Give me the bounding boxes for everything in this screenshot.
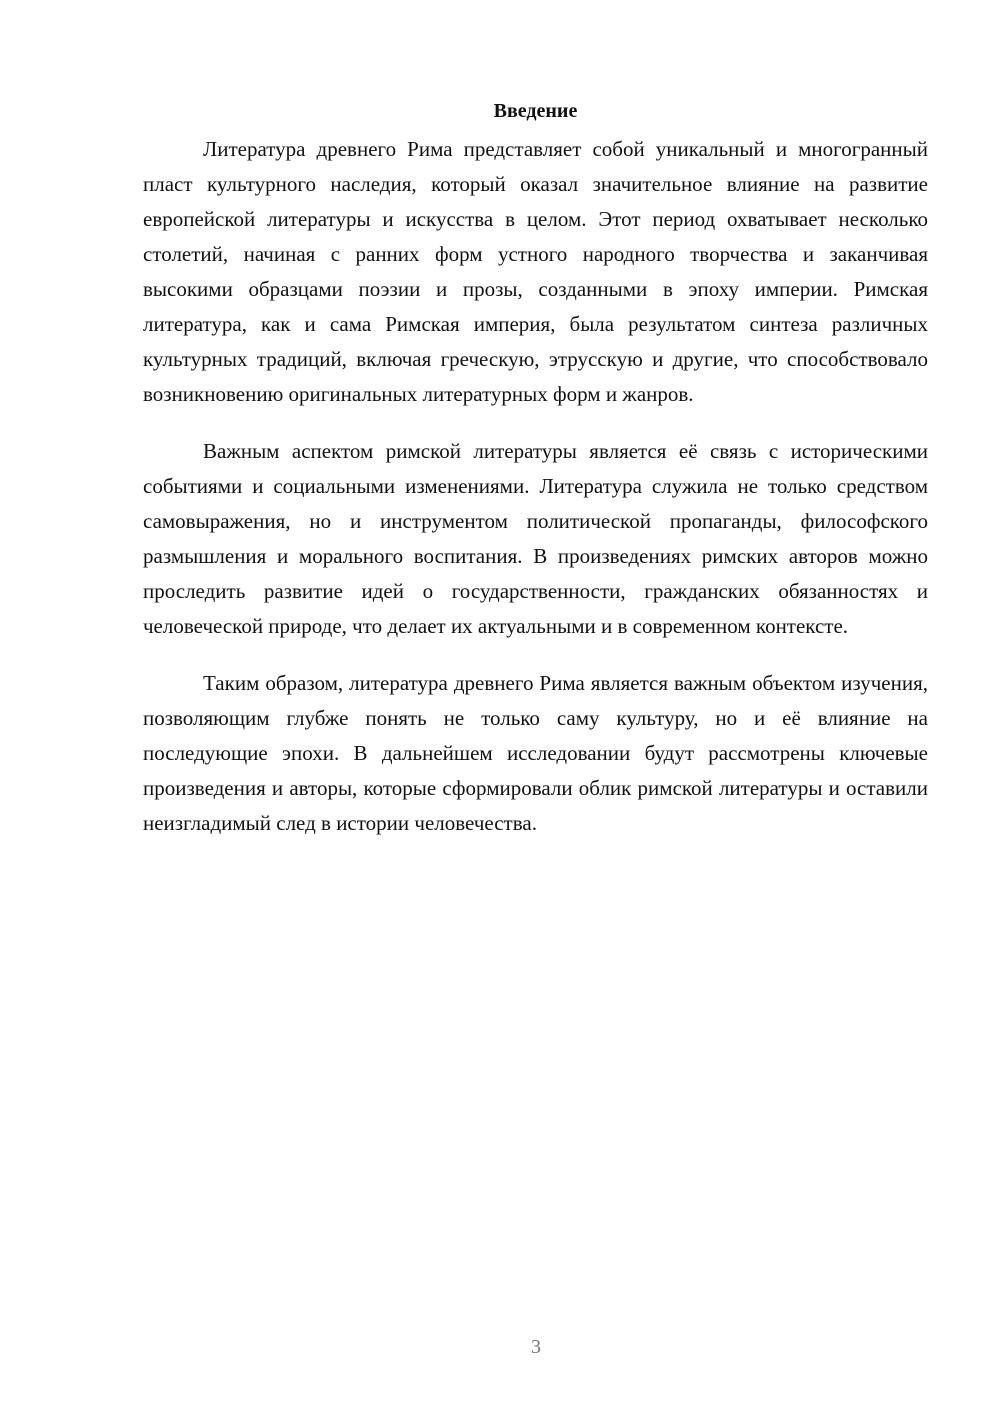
page-content	[143, 96, 928, 863]
paragraph-1: Литература древнего Рима представляет собой уникальный и многогранный пласт культурного наследия, который оказал значительное влияние на развитие европейской литературы и искусства в целом. Этот период охватывает несколько столетий, начиная с ранних форм устного народного творчества и заканчивая высокими образцами поэзии и прозы, созданными в эпоху империи. Римская литература, как и сама Римская империя, была результатом синтеза различных культурных традиций, включая греческую, этрусскую и другие, что способствовало возникновению оригинальных литературных форм и жанров.	[143, 137, 928, 406]
paragraph-2: Важным аспектом римской литературы является её связь с историческими событиями и социальными изменениями. Литература служила не только средством самовыражения, но и инструментом политической пропаганды, философского размышления и морального воспитания. В произведениях римских авторов можно проследить развитие идей о государственности, гражданских обязанностях и человеческой природе, что делает их актуальными и в современном контексте.	[143, 439, 928, 638]
section-title: Введение	[493, 100, 578, 122]
paragraph-3: Таким образом, литература древнего Рима является важным объектом изучения, позволяющим глубже понять не только саму культуру, но и её влияние на последующие эпохи. В дальнейшем исследовании будут рассмотрены ключевые произведения и авторы, которые сформировали облик римской литературы и оставили неизгладимый след в истории человечества.	[143, 671, 928, 835]
page-number: 3	[531, 1336, 541, 1358]
